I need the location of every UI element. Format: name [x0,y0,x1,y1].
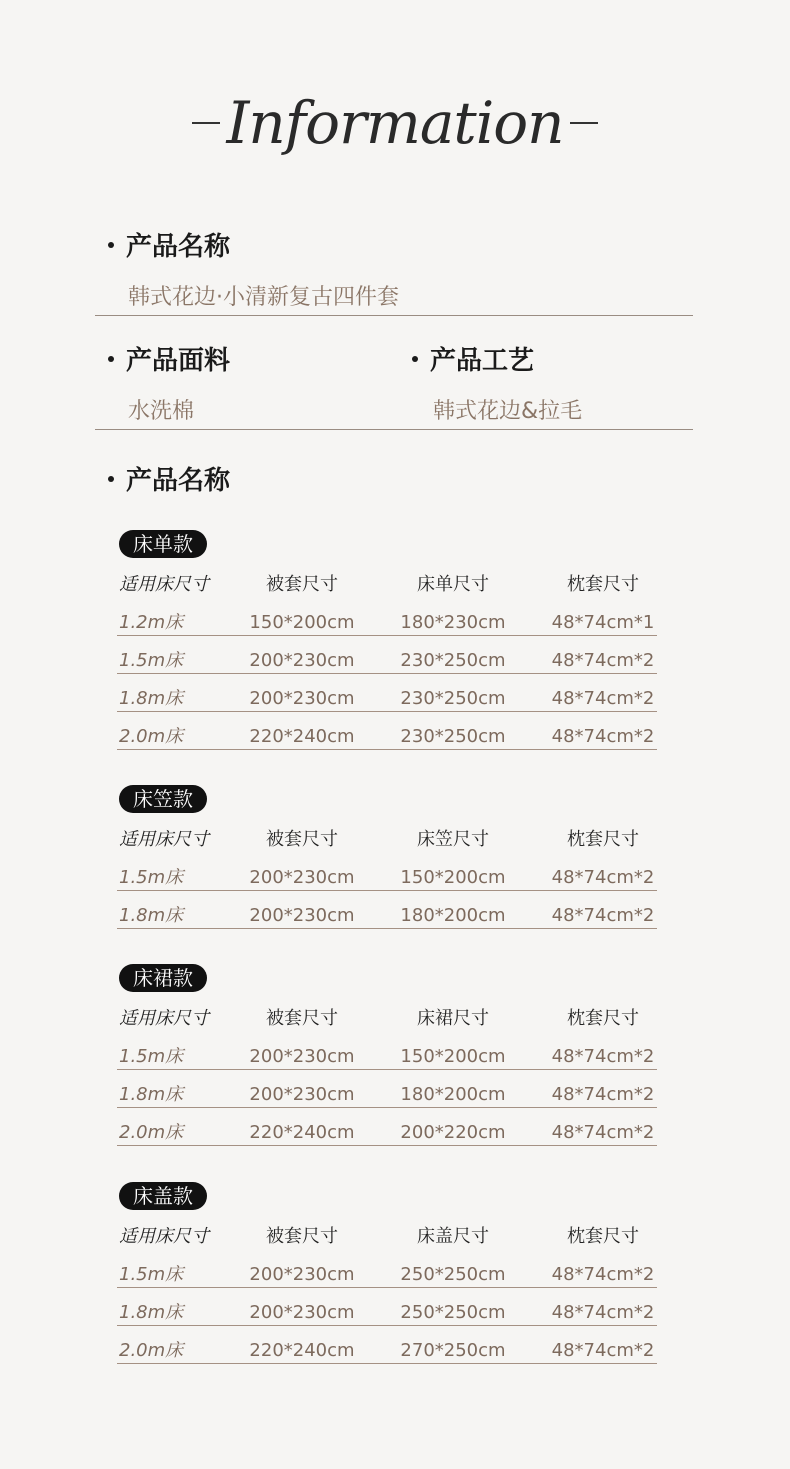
table-cell [119,1080,183,1110]
product-name-label-text: 产品名称 [126,232,231,262]
column-header [119,1004,209,1034]
table-cell-text: 2.0m床 [119,726,184,747]
table-cell [119,1298,183,1328]
table-row [117,646,657,676]
table-cell [119,1118,183,1148]
table-header [117,1004,657,1034]
table-cell-text: 48*74cm*2 [551,1122,655,1143]
bullet-icon [108,476,114,482]
column-header-text: 适用床尺寸 [119,829,209,850]
table-cell-text: 200*230cm [249,688,355,709]
page-title: Information [226,89,564,157]
table-cell-text: 200*230cm [249,1046,355,1067]
table-cell-text: 230*250cm [400,688,506,709]
table-cell-text: 200*230cm [249,1264,355,1285]
table-row [117,1042,657,1072]
column-header [119,1222,209,1252]
title-dash-right [570,122,598,124]
column-header-text: 被套尺寸 [266,1008,338,1029]
table-header [117,1222,657,1252]
table-cell-text: 230*250cm [400,650,506,671]
size-section-label-text: 产品名称 [126,466,231,496]
column-header [119,570,209,600]
column-header-text: 被套尺寸 [266,1226,338,1247]
table-row [117,1080,657,1110]
table-cell-text: 150*200cm [400,1046,506,1067]
table-cell-text: 230*250cm [400,726,506,747]
table-cell [119,1260,183,1290]
table-cell-text: 200*230cm [249,1302,355,1323]
table-type-badge: 床盖款 [119,1182,207,1210]
table-row [117,863,657,893]
table-cell-text: 1.8m床 [119,1302,184,1323]
bullet-icon [412,356,418,362]
title-block [0,78,790,168]
table-cell-text: 1.5m床 [119,650,184,671]
table-cell-text: 250*250cm [400,1264,506,1285]
bullet-icon [108,242,114,248]
craft-label [412,340,534,377]
table-type-badge: 床单款 [119,530,207,558]
table-type-badge: 床裙款 [119,964,207,992]
table-cell-text: 1.8m床 [119,905,184,926]
column-header-text: 床盖尺寸 [417,1226,489,1247]
table-cell [119,1042,183,1072]
table-cell-text: 220*240cm [249,1122,355,1143]
table-row [117,722,657,752]
column-header-text: 枕套尺寸 [567,1008,639,1029]
table-cell-text: 48*74cm*1 [551,612,655,633]
table-cell-text: 1.2m床 [119,612,184,633]
column-header-text: 床裙尺寸 [417,1008,489,1029]
table-cell-text: 270*250cm [400,1340,506,1361]
column-header-text: 适用床尺寸 [119,1226,209,1247]
table-cell-text: 180*230cm [400,612,506,633]
table-cell-text: 220*240cm [249,1340,355,1361]
column-header-text: 床笠尺寸 [417,829,489,850]
table-row [117,1260,657,1290]
divider [95,429,693,430]
table-cell-text: 2.0m床 [119,1122,184,1143]
table-cell [119,1336,183,1366]
table-row [117,1118,657,1148]
craft-value: 韩式花边&拉毛 [433,399,583,424]
table-cell-text: 1.5m床 [119,1264,184,1285]
craft-label-text: 产品工艺 [430,346,535,376]
column-header-text: 枕套尺寸 [567,829,639,850]
table-cell-text: 48*74cm*2 [551,650,655,671]
table-cell [119,608,183,638]
table-cell-text: 180*200cm [400,1084,506,1105]
table-cell-text: 200*220cm [400,1122,506,1143]
table-cell-text: 180*200cm [400,905,506,926]
divider [95,315,693,316]
table-cell [119,722,183,752]
table-row [117,1298,657,1328]
table-cell-text: 200*230cm [249,867,355,888]
column-header-text: 被套尺寸 [266,574,338,595]
product-name-label [108,226,230,263]
table-cell-text: 1.5m床 [119,867,184,888]
bullet-icon [108,356,114,362]
table-cell-text: 150*200cm [249,612,355,633]
column-header-text: 被套尺寸 [266,829,338,850]
table-header [117,825,657,855]
column-header-text: 枕套尺寸 [567,574,639,595]
table-cell-text: 48*74cm*2 [551,688,655,709]
title-dash-left [192,122,220,124]
column-header-text: 适用床尺寸 [119,574,209,595]
table-cell-text: 1.8m床 [119,688,184,709]
column-header-text: 枕套尺寸 [567,1226,639,1247]
table-cell-text: 250*250cm [400,1302,506,1323]
table-cell-text: 48*74cm*2 [551,1264,655,1285]
fabric-label [108,340,230,377]
table-cell-text: 1.5m床 [119,1046,184,1067]
table-cell [119,646,183,676]
column-header-text: 适用床尺寸 [119,1008,209,1029]
size-section-label [108,460,230,497]
table-cell-text: 220*240cm [249,726,355,747]
table-cell-text: 48*74cm*2 [551,1084,655,1105]
table-cell-text: 48*74cm*2 [551,1302,655,1323]
table-row [117,608,657,638]
table-cell-text: 48*74cm*2 [551,1340,655,1361]
table-row [117,901,657,931]
table-row [117,684,657,714]
table-cell-text: 48*74cm*2 [551,867,655,888]
column-header [119,825,209,855]
table-cell-text: 48*74cm*2 [551,1046,655,1067]
table-header [117,570,657,600]
table-cell-text: 200*230cm [249,1084,355,1105]
table-cell [119,684,183,714]
table-cell-text: 2.0m床 [119,1340,184,1361]
table-cell [119,901,183,931]
fabric-label-text: 产品面料 [126,346,231,376]
product-name-value: 韩式花边·小清新复古四件套 [128,285,399,310]
table-cell [119,863,183,893]
fabric-value: 水洗棉 [128,399,195,424]
column-header-text: 床单尺寸 [417,574,489,595]
table-cell-text: 150*200cm [400,867,506,888]
table-cell-text: 1.8m床 [119,1084,184,1105]
table-cell-text: 48*74cm*2 [551,905,655,926]
table-row [117,1336,657,1366]
table-cell-text: 48*74cm*2 [551,726,655,747]
table-cell-text: 200*230cm [249,905,355,926]
table-type-badge: 床笠款 [119,785,207,813]
table-cell-text: 200*230cm [249,650,355,671]
